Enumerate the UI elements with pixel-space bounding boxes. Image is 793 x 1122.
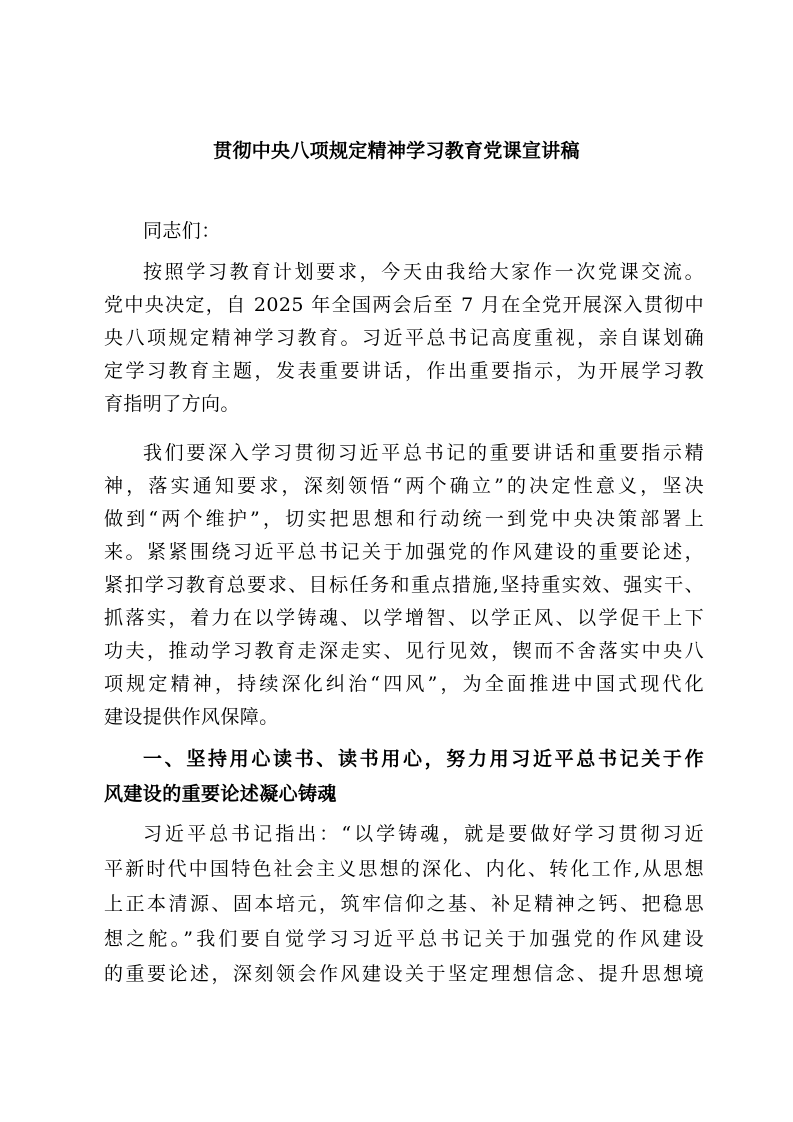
- paragraph-line: 习近平总书记指出：“以学铸魂，就是要做好学习贯彻习近: [143, 823, 704, 845]
- paragraph-line: 定学习教育主题，发表重要讲话，作出重要指示，为开展学习教: [104, 360, 704, 382]
- paragraph-line: 上正本清源、固本培元，筑牢信仰之基、补足精神之钙、把稳思: [104, 893, 704, 915]
- section-heading-line: 风建设的重要论述凝心铸魂: [104, 783, 337, 805]
- paragraph-line: 项规定精神，持续深化纠治“四风”，为全面推进中国式现代化: [104, 673, 704, 695]
- paragraph-line: 想之舵。”我们要自觉学习习近平总书记关于加强党的作风建设: [104, 928, 704, 950]
- salutation: 同志们：: [143, 220, 221, 242]
- document-title: 贯彻中央八项规定精神学习教育党课宣讲稿: [213, 140, 580, 162]
- paragraph-line: 做到“两个维护”，切实把思想和行动统一到党中央决策部署上: [104, 508, 704, 530]
- paragraph-line: 神，落实通知要求，深刻领悟“两个确立”的决定性意义，坚决: [104, 475, 704, 497]
- paragraph-line: 来。紧紧围绕习近平总书记关于加强党的作风建设的重要论述，: [104, 541, 704, 563]
- paragraph-line: 紧扣学习教育总要求、目标任务和重点措施,坚持重实效、强实干、: [104, 574, 704, 596]
- paragraph-line: 建设提供作风保障。: [104, 706, 279, 728]
- paragraph-line: 育指明了方向。: [104, 393, 240, 415]
- paragraph-line: 的重要论述，深刻领会作风建设关于坚定理想信念、提升思想境: [104, 963, 704, 985]
- paragraph-line: 平新时代中国特色社会主义思想的深化、内化、转化工作,从思想: [104, 858, 704, 880]
- section-heading-line: 一、坚持用心读书、读书用心，努力用习近平总书记关于作: [143, 748, 704, 770]
- paragraph-line: 我们要深入学习贯彻习近平总书记的重要讲话和重要指示精: [143, 442, 704, 464]
- paragraph-line: 央八项规定精神学习教育。习近平总书记高度重视，亲自谋划确: [104, 327, 704, 349]
- paragraph-line: 抓落实，着力在以学铸魂、以学增智、以学正风、以学促干上下: [104, 607, 704, 629]
- paragraph-line: 功夫，推动学习教育走深走实、见行见效，锲而不舍落实中央八: [104, 640, 704, 662]
- paragraph-line: 党中央决定，自 2025 年全国两会后至 7 月在全党开展深入贯彻中: [104, 294, 704, 316]
- paragraph-line: 按照学习教育计划要求，今天由我给大家作一次党课交流。: [143, 261, 704, 283]
